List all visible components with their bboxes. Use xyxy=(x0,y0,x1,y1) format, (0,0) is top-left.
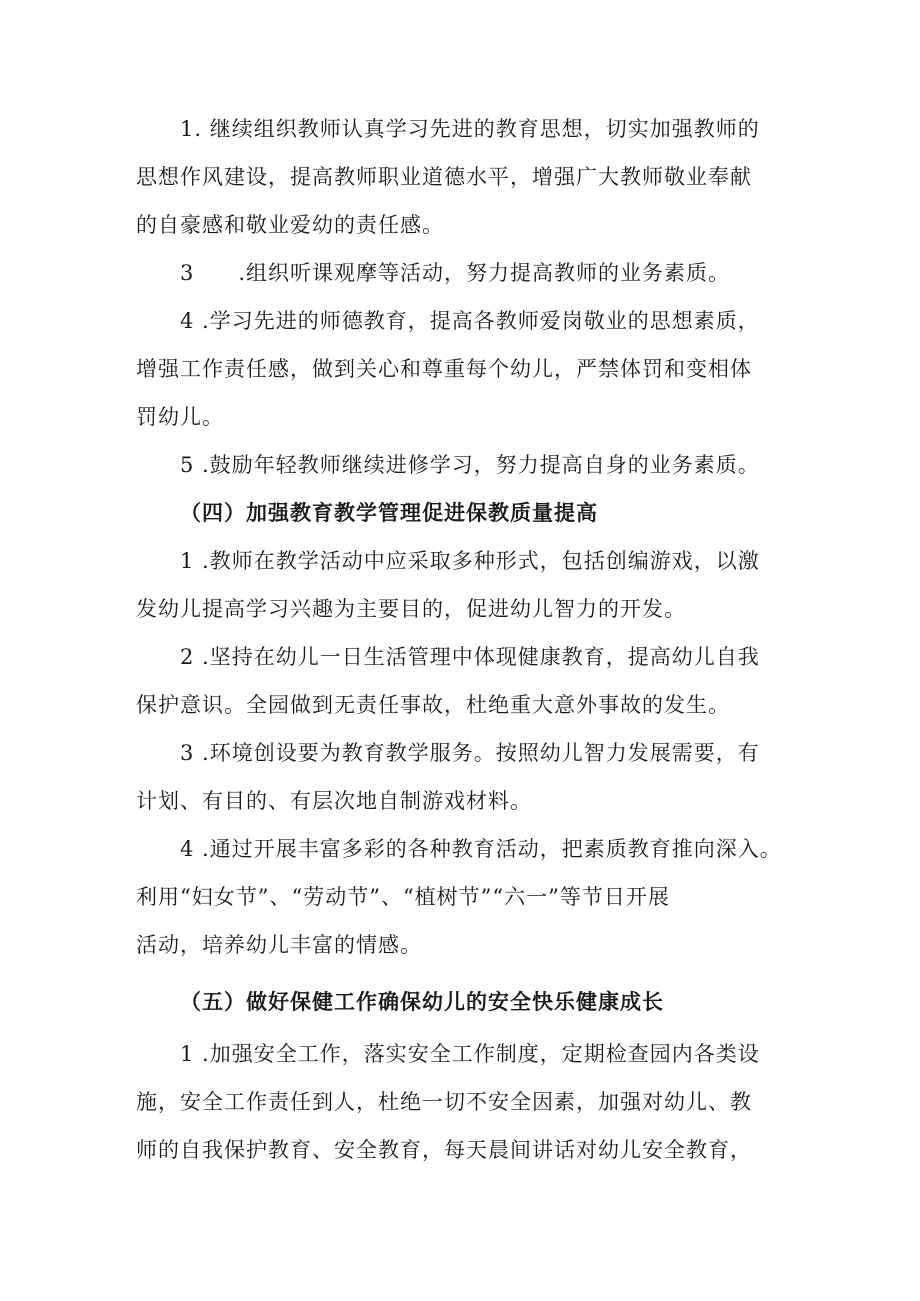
paragraph-observation xyxy=(136,249,796,297)
text-line: 利用“妇女节”、“劳动节”、“植树节”“六一”等节日开展 xyxy=(136,885,670,909)
paragraph-activities xyxy=(136,825,796,969)
text-line: 4 .通过开展丰富多彩的各种教育活动，把素质教育推向深入。 xyxy=(136,837,782,861)
paragraph-safety xyxy=(136,1030,796,1174)
text-line: 5 .鼓励年轻教师继续进修学习，努力提高自身的业务素质。 xyxy=(136,453,760,477)
paragraph-ethics xyxy=(136,297,796,441)
text-line: 3 .组织听课观摩等活动，努力提高教师的业务素质。 xyxy=(136,261,731,285)
section-heading-five: （五）做好保健工作确保幼儿的安全快乐健康成长 xyxy=(180,989,664,1014)
text-line: 1 .加强安全工作，落实安全工作制度，定期检查园内各类设 xyxy=(136,1042,760,1066)
paragraph-teacher-thought xyxy=(136,105,796,249)
text-line: 保护意识。全园做到无责任事故，杜绝重大意外事故的发生。 xyxy=(136,693,730,717)
text-line: 罚幼儿。 xyxy=(136,405,224,429)
text-line: 思想作风建设，提高教师职业道德水平，增强广大教师敬业奉献 xyxy=(136,165,752,189)
text-line: 施，安全工作责任到人，杜绝一切不安全因素，加强对幼儿、教 xyxy=(136,1090,752,1114)
text-line: 2 .坚持在幼儿一日生活管理中体现健康教育，提高幼儿自我 xyxy=(136,645,760,669)
text-line: 的自豪感和敬业爱幼的责任感。 xyxy=(136,213,444,237)
paragraph-further-study xyxy=(136,441,796,489)
paragraph-teaching-forms xyxy=(136,537,796,633)
text-line: 计划、有目的、有层次地自制游戏材料。 xyxy=(136,789,532,813)
text-line: 活动，培养幼儿丰富的情感。 xyxy=(136,933,422,957)
text-line: 增强工作责任感，做到关心和尊重每个幼儿，严禁体罚和变相体 xyxy=(136,357,752,381)
text-line: 1 .教师在教学活动中应采取多种形式，包括创编游戏，以激 xyxy=(136,549,760,573)
text-line: 发幼儿提高学习兴趣为主要目的，促进幼儿智力的开发。 xyxy=(136,597,686,621)
section-heading-four: （四）加强教育教学管理促进保教质量提高 xyxy=(180,500,598,525)
paragraph-environment xyxy=(136,729,796,825)
text-line: 4 .学习先进的师德教育，提高各教师爱岗敬业的思想素质， xyxy=(136,309,760,333)
text-line: 1. 继续组织教师认真学习先进的教育思想，切实加强教师的 xyxy=(136,117,760,141)
text-line: 师的自我保护教育、安全教育，每天晨间讲话对幼儿安全教育， xyxy=(136,1138,752,1162)
text-line: 3 .环境创设要为教育教学服务。按照幼儿智力发展需要，有 xyxy=(136,741,760,765)
paragraph-health-education xyxy=(136,633,796,729)
